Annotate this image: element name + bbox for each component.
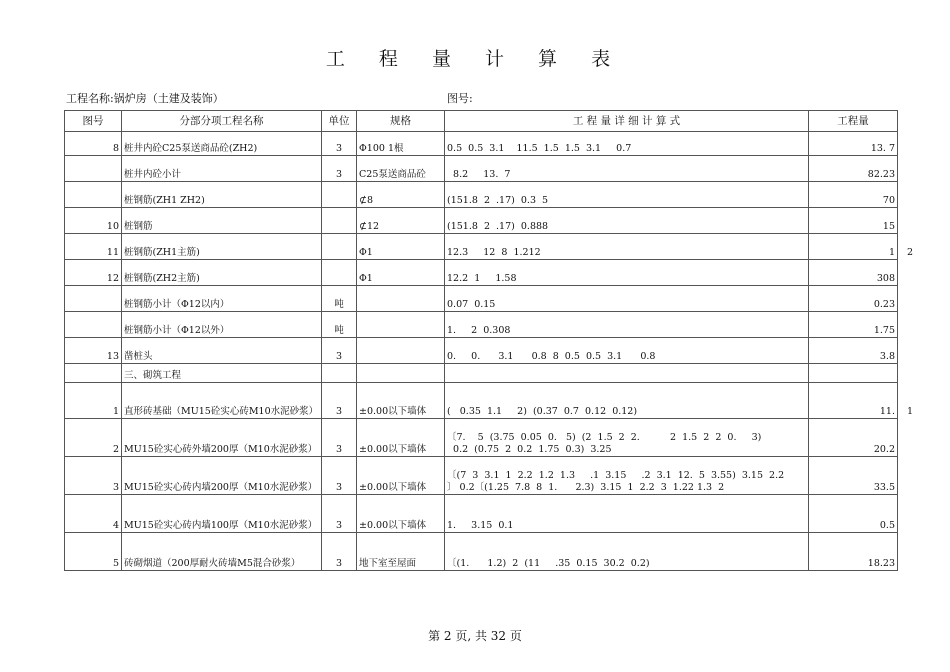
cell-unit-text: 吨 <box>334 299 344 310</box>
cell-item-name-text: 桩钢筋小计（Φ12以内） <box>124 299 230 310</box>
cell-quantity <box>809 260 898 286</box>
cell-formula <box>445 383 809 419</box>
cell-spec-text: C25泵送商品砼 <box>359 169 426 180</box>
cell-formula-text: 12.3 12 8 1.212 <box>447 247 541 258</box>
cell-spec-text: Φ100 1根 <box>359 143 404 154</box>
cell-unit-text: 3 <box>335 558 343 569</box>
cell-quantity <box>809 533 898 571</box>
cell-formula <box>445 132 809 156</box>
cell-quantity <box>809 286 898 312</box>
cell-formula-text: 12.2 1 1.58 <box>447 273 517 284</box>
table-row <box>65 260 898 286</box>
cell-quantity-text: 1.75 <box>873 325 895 336</box>
cell-spec-text: ⊄12 <box>359 221 380 232</box>
cell-quantity-text: 82.23 <box>867 169 895 180</box>
cell-formula <box>445 419 809 457</box>
cell-quantity-text: 0.23 <box>873 299 895 310</box>
cell-item-name-text: 桩钢筋(ZH2主筋) <box>124 273 200 284</box>
cell-formula-text: (151.8 2 .17) 0.3 5 <box>447 195 549 206</box>
cell-quantity <box>809 495 898 533</box>
cell-formula <box>445 208 809 234</box>
cell-formula <box>445 495 809 533</box>
cell-quantity <box>809 208 898 234</box>
cell-drawing-no <box>65 234 122 260</box>
cell-item-name <box>122 182 322 208</box>
cell-item-name <box>122 208 322 234</box>
cell-item-name-text: 砖砌烟道（200厚耐火砖墙M5混合砂浆） <box>124 558 301 569</box>
quantity-overflow-text: 2 <box>906 247 913 258</box>
cell-drawing-no <box>65 364 122 383</box>
cell-item-name-text: 桩钢筋(ZH1主筋) <box>124 247 200 258</box>
cell-formula <box>445 364 809 383</box>
cell-drawing-no <box>65 383 122 419</box>
cell-quantity <box>809 338 898 364</box>
cell-formula-text: 〔(7 3 3.1 1 2.2 1.2 1.3 .1 3.15 .2 3.1 12. 5 3.55) 3.15 2.2 〕 0.2〔(1.25 7.8 8 1. 2.3) 3.15 1 2.2 3 1.22 1.3 2 <box>447 470 785 493</box>
cell-quantity-text: 13. 7 <box>870 143 895 154</box>
cell-item-name <box>122 286 322 312</box>
cell-item-name-text: 桩钢筋 <box>124 221 153 232</box>
cell-item-name <box>122 364 322 383</box>
cell-formula <box>445 533 809 571</box>
page-title: 工 程 量 计 算 表 <box>325 48 625 70</box>
cell-spec-text: ±0.00以下墙体 <box>359 482 427 493</box>
table-row <box>65 156 898 182</box>
cell-unit <box>322 132 357 156</box>
cell-unit-text: 3 <box>335 520 343 531</box>
quantity-overflow-text: 1 <box>906 406 913 417</box>
cell-item-name-text: 桩井内砼小计 <box>124 169 182 180</box>
cell-spec <box>357 286 445 312</box>
cell-item-name-text: MU15砼实心砖内墙200厚（M10水泥砂浆） <box>124 482 318 493</box>
cell-drawing-no <box>65 338 122 364</box>
cell-unit <box>322 338 357 364</box>
cell-item-name <box>122 419 322 457</box>
cell-formula <box>445 182 809 208</box>
cell-formula-text: 0.07 0.15 <box>447 299 496 310</box>
cell-drawing-no <box>65 286 122 312</box>
cell-unit <box>322 182 357 208</box>
cell-item-name-text: 直形砖基础（MU15砼实心砖M10水泥砂浆） <box>124 406 319 417</box>
header-quantity: 工程量 <box>809 111 898 132</box>
cell-unit <box>322 419 357 457</box>
cell-drawing-no <box>65 260 122 286</box>
cell-quantity-text: 20.2 <box>873 444 895 455</box>
cell-item-name-text: MU15砼实心砖内墙100厚（M10水泥砂浆） <box>124 520 318 531</box>
cell-drawing-no-text: 12 <box>106 273 119 284</box>
cell-spec-text: ±0.00以下墙体 <box>359 520 427 531</box>
cell-unit-text: 3 <box>335 444 343 455</box>
cell-quantity <box>809 234 913 260</box>
cell-drawing-no-text: 4 <box>112 520 119 531</box>
cell-drawing-no-text: 2 <box>112 444 119 455</box>
header-spec: 规格 <box>357 111 445 132</box>
cell-drawing-no <box>65 312 122 338</box>
cell-spec <box>357 533 445 571</box>
cell-item-name <box>122 383 322 419</box>
cell-formula-text: 〔(1. 1.2) 2 (11 .35 0.15 30.2 0.2) <box>447 558 650 569</box>
cell-drawing-no <box>65 132 122 156</box>
cell-item-name <box>122 533 322 571</box>
table-row <box>65 533 898 571</box>
cell-unit <box>322 533 357 571</box>
cell-unit-text: 3 <box>335 482 343 493</box>
cell-unit <box>322 234 357 260</box>
cell-spec <box>357 260 445 286</box>
cell-spec <box>357 383 445 419</box>
cell-formula-text: 1. 3.15 0.1 <box>447 520 514 531</box>
cell-formula <box>445 338 809 364</box>
cell-formula-text: ( 0.35 1.1 2) (0.37 0.7 0.12 0.12) <box>447 406 638 417</box>
table-row <box>65 383 898 419</box>
cell-quantity-text: 11. <box>879 406 895 417</box>
table-row <box>65 312 898 338</box>
cell-drawing-no <box>65 419 122 457</box>
cell-drawing-no-text: 10 <box>106 221 119 232</box>
project-name: 工程名称:锅炉房（土建及装饰） <box>66 92 224 105</box>
cell-unit <box>322 260 357 286</box>
cell-spec <box>357 364 445 383</box>
cell-quantity-text: 0.5 <box>879 520 895 531</box>
cell-quantity <box>809 419 898 457</box>
cell-quantity <box>809 312 898 338</box>
cell-quantity <box>809 457 898 495</box>
page-footer: 第 2 页, 共 32 页 <box>428 629 522 643</box>
cell-unit <box>322 495 357 533</box>
cell-quantity <box>809 364 898 383</box>
cell-quantity <box>809 156 898 182</box>
cell-unit <box>322 208 357 234</box>
cell-unit <box>322 457 357 495</box>
cell-quantity <box>809 383 913 419</box>
cell-spec-text: Φ1 <box>359 273 373 284</box>
table-row <box>65 419 898 457</box>
header-unit: 单位 <box>322 111 357 132</box>
table-row <box>65 457 898 495</box>
cell-item-name-text: MU15砼实心砖外墙200厚（M10水泥砂浆） <box>124 444 318 455</box>
cell-formula <box>445 312 809 338</box>
cell-formula <box>445 260 809 286</box>
cell-spec <box>357 338 445 364</box>
cell-drawing-no-text: 11 <box>106 247 119 258</box>
table-row <box>65 495 898 533</box>
cell-item-name-text: 凿桩头 <box>124 351 153 362</box>
cell-formula-text: (151.8 2 .17) 0.888 <box>447 221 549 232</box>
cell-quantity <box>809 182 898 208</box>
table-row <box>65 286 898 312</box>
cell-formula <box>445 286 809 312</box>
cell-drawing-no-text: 3 <box>112 482 119 493</box>
cell-unit <box>322 364 357 383</box>
cell-spec <box>357 208 445 234</box>
cell-quantity-text: 70 <box>882 195 895 206</box>
table-row <box>65 132 898 156</box>
header-drawing-no: 图号 <box>65 111 122 132</box>
cell-item-name <box>122 260 322 286</box>
cell-spec-text: ⊄8 <box>359 195 374 206</box>
cell-spec <box>357 457 445 495</box>
cell-drawing-no <box>65 457 122 495</box>
cell-drawing-no <box>65 182 122 208</box>
table-row <box>65 234 898 260</box>
cell-spec <box>357 495 445 533</box>
cell-item-name <box>122 312 322 338</box>
table-header-row <box>65 111 898 132</box>
table-row <box>65 338 898 364</box>
table-row <box>65 364 898 383</box>
cell-drawing-no <box>65 533 122 571</box>
cell-item-name <box>122 132 322 156</box>
cell-unit-text: 吨 <box>334 325 344 336</box>
cell-item-name <box>122 457 322 495</box>
cell-quantity-text: 15 <box>882 221 895 232</box>
cell-drawing-no <box>65 495 122 533</box>
cell-unit-text: 3 <box>335 143 343 154</box>
cell-drawing-no-text: 13 <box>106 351 119 362</box>
header-formula: 工 程 量 详 细 计 算 式 <box>445 111 809 132</box>
cell-unit-text: 3 <box>335 406 343 417</box>
cell-spec <box>357 182 445 208</box>
cell-quantity-text: 33.5 <box>873 482 895 493</box>
cell-item-name <box>122 156 322 182</box>
cell-item-name <box>122 495 322 533</box>
cell-unit <box>322 156 357 182</box>
cell-formula <box>445 457 809 495</box>
cell-spec <box>357 234 445 260</box>
cell-drawing-no-text: 8 <box>112 143 119 154</box>
cell-spec-text: ±0.00以下墙体 <box>359 444 427 455</box>
header-item-name: 分部分项工程名称 <box>122 111 322 132</box>
cell-drawing-no-text: 5 <box>112 558 119 569</box>
cell-unit-text: 3 <box>335 169 343 180</box>
cell-formula <box>445 234 809 260</box>
cell-unit <box>322 383 357 419</box>
cell-item-name-text: 桩钢筋小计（Φ12以外） <box>124 325 230 336</box>
cell-item-name-text: 三、砌筑工程 <box>124 370 182 381</box>
cell-formula-text: 1. 2 0.308 <box>447 325 511 336</box>
cell-quantity-text: 308 <box>876 273 895 284</box>
cell-quantity-text: 1 <box>888 247 895 258</box>
cell-quantity-text: 18.23 <box>867 558 895 569</box>
cell-item-name-text: 桩钢筋(ZH1 ZH2) <box>124 195 205 206</box>
cell-drawing-no <box>65 208 122 234</box>
cell-spec-text: ±0.00以下墙体 <box>359 406 427 417</box>
cell-spec <box>357 132 445 156</box>
table-row <box>65 182 898 208</box>
cell-formula-text: 〔7. 5 (3.75 0.05 0. 5) (2 1.5 2 2. 2 1.5 2 2 0. 3) 0.2 (0.75 2 0.2 1.75 0.3) 3.25 <box>447 432 762 455</box>
cell-formula-text: 0.5 0.5 3.1 11.5 1.5 1.5 3.1 0.7 <box>447 143 632 154</box>
cell-drawing-no-text: 1 <box>112 406 119 417</box>
cell-formula-text: 0. 0. 3.1 0.8 8 0.5 0.5 3.1 0.8 <box>447 351 656 362</box>
cell-unit-text: 3 <box>335 351 343 362</box>
cell-spec <box>357 419 445 457</box>
cell-formula <box>445 156 809 182</box>
cell-unit <box>322 286 357 312</box>
cell-spec-text: Φ1 <box>359 247 373 258</box>
cell-item-name <box>122 338 322 364</box>
cell-spec-text: 地下室至屋面 <box>359 558 417 569</box>
cell-spec <box>357 156 445 182</box>
cell-unit <box>322 312 357 338</box>
cell-formula-text: 8.2 13. 7 <box>447 169 511 180</box>
cell-item-name-text: 桩井内砼C25泵送商品砼(ZH2) <box>124 143 258 154</box>
cell-quantity-text: 3.8 <box>879 351 895 362</box>
cell-item-name <box>122 234 322 260</box>
cell-spec <box>357 312 445 338</box>
quantity-table <box>64 110 913 571</box>
drawing-number: 图号: <box>447 92 473 105</box>
table-row <box>65 208 898 234</box>
cell-drawing-no <box>65 156 122 182</box>
cell-quantity <box>809 132 898 156</box>
